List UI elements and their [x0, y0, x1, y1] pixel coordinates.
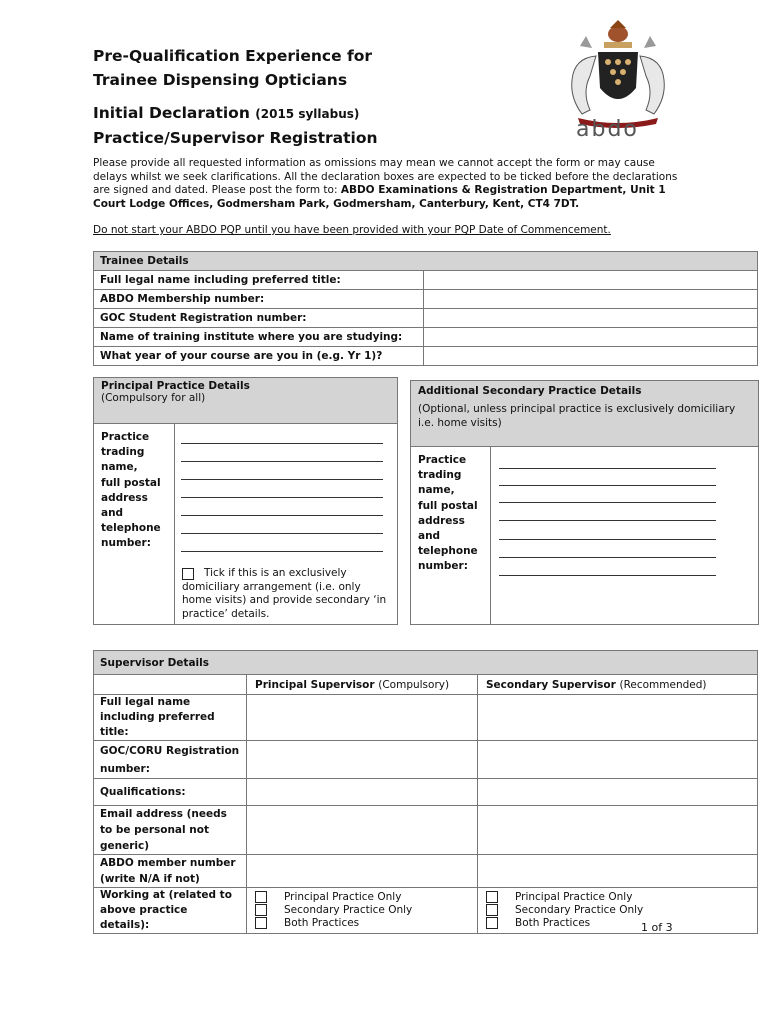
option-label: Secondary Practice Only: [284, 904, 413, 916]
coat-of-arms-icon: [560, 18, 676, 128]
supervisor-row-label: GOC/CORU Registration number:: [94, 741, 247, 779]
principal-practice-header: [94, 378, 397, 424]
principal-supervisor-email-field[interactable]: [247, 806, 478, 855]
subtitle: Initial Declaration: [93, 104, 250, 122]
trainee-label-name: Full legal name including preferred title:: [94, 271, 424, 290]
supervisor-heading: Supervisor Details: [94, 651, 758, 675]
option-row[interactable]: [486, 904, 751, 917]
secondary-address-line[interactable]: [499, 575, 716, 576]
principal-label-line: address: [101, 491, 148, 504]
principal-address-line[interactable]: [181, 515, 383, 516]
secondary-heading: Additional Secondary Practice Details: [418, 385, 642, 397]
checkbox[interactable]: [486, 904, 498, 916]
secondary-address-line[interactable]: [499, 468, 716, 469]
secondary-practice-header: [411, 381, 758, 447]
secondary-practice-box: [410, 380, 759, 625]
secondary-label-line: telephone: [418, 545, 478, 558]
secondary-address-line[interactable]: [499, 485, 716, 486]
declaration-title: [93, 104, 359, 122]
principal-supervisor-qualifications-field[interactable]: [247, 779, 478, 806]
principal-label-line: full postal: [101, 476, 161, 489]
secondary-supervisor-label: Secondary Supervisor: [486, 678, 616, 691]
secondary-label-line: Practice: [418, 454, 467, 466]
secondary-label-line: and: [418, 530, 441, 543]
principal-label-line: telephone: [101, 522, 161, 535]
pqp-warning: Do not start your ABDO PQP until you have been provided with your PQP Date of Commencement.: [93, 224, 611, 236]
principal-label: [101, 430, 161, 552]
checkbox[interactable]: [255, 917, 267, 929]
principal-subheading: (Compulsory for all): [101, 392, 206, 404]
abdo-logo: [560, 18, 676, 146]
option-row[interactable]: [255, 891, 471, 904]
option-row[interactable]: [255, 904, 471, 917]
page-number: 1 of 3: [641, 921, 673, 934]
secondary-working-options: [478, 888, 758, 934]
working-at-label: Working at (related to above practice details):: [94, 888, 247, 934]
intro-paragraph: [93, 157, 683, 211]
secondary-supervisor-goc-field[interactable]: [478, 741, 758, 779]
secondary-address-line[interactable]: [499, 520, 716, 521]
secondary-subheading: (Optional, unless principal practice is exclusively domiciliary i.e. home visits): [418, 403, 736, 429]
principal-working-options: [247, 888, 478, 934]
syllabus-label: (2015 syllabus): [255, 107, 360, 121]
principal-supervisor-name-field[interactable]: [247, 695, 478, 741]
trainee-label-institute: Name of training institute where you are studying:: [94, 328, 424, 347]
principal-supervisor-note: (Compulsory): [378, 678, 450, 691]
principal-address-line[interactable]: [181, 461, 383, 462]
trainee-label-goc: GOC Student Registration number:: [94, 309, 424, 328]
principal-address-line[interactable]: [181, 443, 383, 444]
intro-text: Please provide all requested information as omissions may mean we cannot accept the form or may cause delays whilst we seek clarifications. All the declaration boxes are expected to be ticked before the declarations are signed and dated. Please post the form to:: [93, 157, 678, 196]
trainee-heading: Trainee Details: [94, 252, 758, 271]
principal-label-line: number:: [101, 537, 151, 550]
title-line-2: Trainee Dispensing Opticians: [93, 71, 348, 89]
supervisor-row-label: Email address (needs to be personal not generic): [94, 806, 247, 855]
supervisor-row-label: Qualifications:: [94, 779, 247, 806]
form-title: [93, 44, 372, 92]
title-line-1: Pre-Qualification Experience for: [93, 47, 373, 65]
principal-address-line[interactable]: [181, 479, 383, 480]
principal-label-line: name,: [101, 461, 138, 474]
secondary-address-line[interactable]: [499, 539, 716, 540]
principal-practice-box: [93, 377, 398, 625]
trainee-year-field[interactable]: [424, 347, 758, 366]
option-label: Principal Practice Only: [284, 891, 402, 903]
principal-address-line[interactable]: [181, 533, 383, 534]
principal-supervisor-label: Principal Supervisor: [255, 678, 375, 691]
secondary-supervisor-abdo-field[interactable]: [478, 855, 758, 888]
post-address: ABDO Examinations & Registration Department, Unit 1 Court Lodge Offices, Godmersham Park, Godmersham, Canterbury, Kent, CT4 7DT.: [93, 184, 666, 210]
principal-address-line[interactable]: [181, 551, 383, 552]
trainee-institute-field[interactable]: [424, 328, 758, 347]
option-row[interactable]: [486, 917, 751, 930]
secondary-divider: [490, 447, 491, 624]
trainee-label-year: What year of your course are you in (e.g. Yr 1)?: [94, 347, 424, 366]
logo-text: abdo: [576, 117, 639, 142]
checkbox[interactable]: [486, 917, 498, 929]
domiciliary-tick-text: Tick if this is an exclusively domiciliary arrangement (i.e. only home visits) and provide secondary ‘in practice’ details.: [182, 567, 387, 620]
secondary-label-line: trading: [418, 469, 462, 482]
principal-divider: [174, 424, 175, 624]
trainee-membership-field[interactable]: [424, 290, 758, 309]
checkbox[interactable]: [486, 891, 498, 903]
secondary-label-line: number:: [418, 560, 468, 573]
checkbox[interactable]: [255, 904, 267, 916]
principal-supervisor-goc-field[interactable]: [247, 741, 478, 779]
trainee-goc-field[interactable]: [424, 309, 758, 328]
supervisor-corner-cell: [94, 675, 247, 695]
principal-supervisor-header: [247, 675, 478, 695]
secondary-label-line: address: [418, 514, 465, 527]
principal-label-line: Practice: [101, 431, 150, 443]
trainee-name-field[interactable]: [424, 271, 758, 290]
secondary-supervisor-note: (Recommended): [619, 678, 707, 691]
option-label: Both Practices: [284, 917, 360, 929]
option-label: Secondary Practice Only: [515, 904, 644, 916]
option-label: Principal Practice Only: [515, 891, 633, 903]
option-label: Both Practices: [515, 917, 591, 929]
secondary-supervisor-email-field[interactable]: [478, 806, 758, 855]
secondary-address-line[interactable]: [499, 502, 716, 503]
principal-label-line: and: [101, 507, 124, 520]
secondary-supervisor-header: [478, 675, 758, 695]
principal-address-line[interactable]: [181, 497, 383, 498]
checkbox[interactable]: [255, 891, 267, 903]
supervisor-row-label: ABDO member number (write N/A if not): [94, 855, 247, 888]
section-title: Practice/Supervisor Registration: [93, 129, 378, 147]
supervisor-details-table: [93, 650, 758, 934]
supervisor-row-label: Full legal name including preferred title:: [94, 695, 247, 741]
secondary-address-line[interactable]: [499, 557, 716, 558]
option-row[interactable]: [255, 917, 471, 930]
principal-supervisor-abdo-field[interactable]: [247, 855, 478, 888]
secondary-supervisor-qualifications-field[interactable]: [478, 779, 758, 806]
secondary-label: [418, 453, 478, 575]
principal-label-line: trading: [101, 446, 145, 459]
secondary-label-line: name,: [418, 484, 455, 497]
secondary-label-line: full postal: [418, 499, 478, 512]
principal-heading: Principal Practice Details: [101, 380, 250, 392]
trainee-details-table: [93, 251, 758, 366]
secondary-supervisor-name-field[interactable]: [478, 695, 758, 741]
option-row[interactable]: [486, 891, 751, 904]
trainee-label-membership: ABDO Membership number:: [94, 290, 424, 309]
